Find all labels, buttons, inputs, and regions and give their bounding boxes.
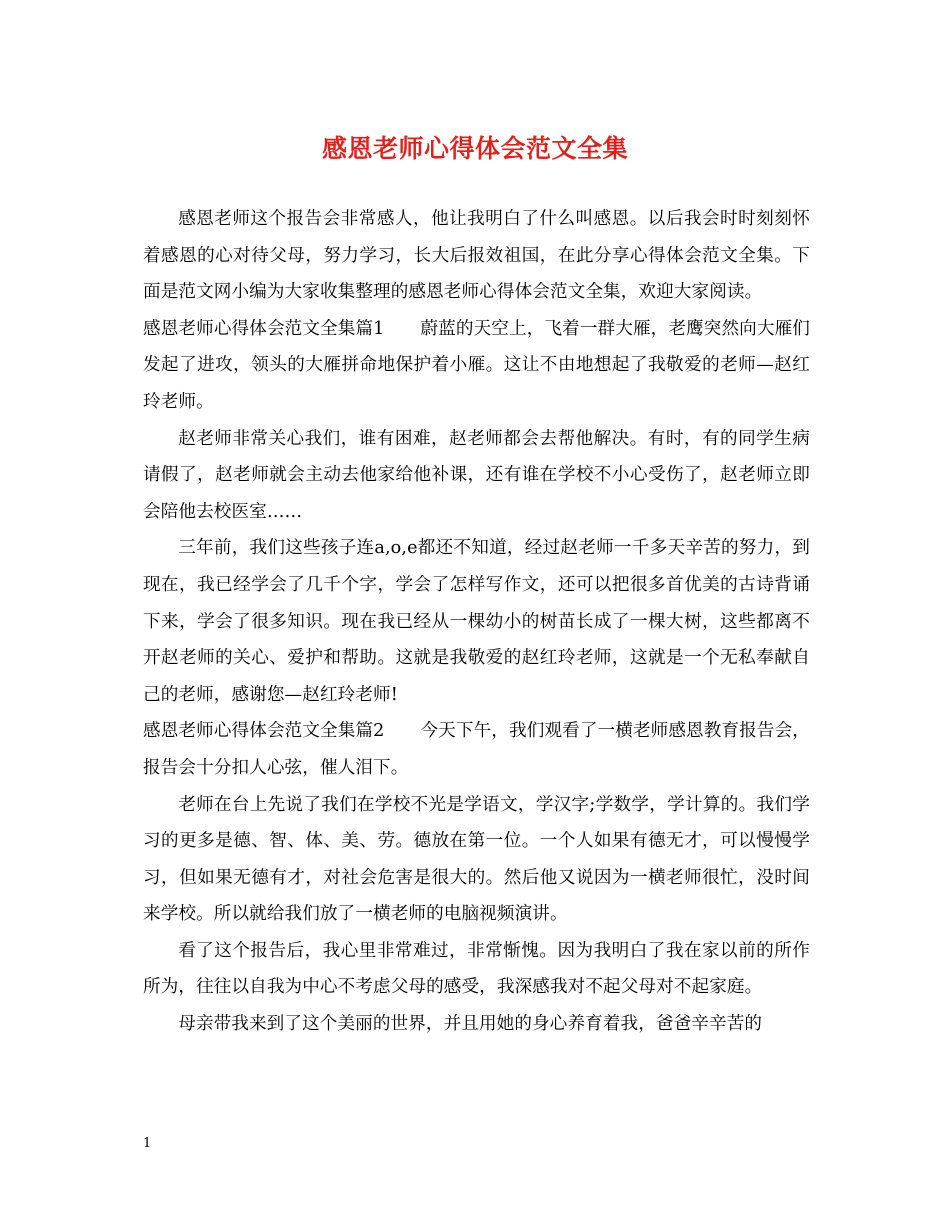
paragraph-text: 感恩老师这个报告会非常感人，他让我明白了什么叫感恩。以后我会时时刻刻怀着感恩的心对待父母，努力学习，长大后报效祖国，在此分享心得体会范文全集。下面是范文网小编为大家收集整理的感恩老师心得体会范文全集，欢迎大家阅读。	[143, 209, 810, 303]
section-heading: 感恩老师心得体会范文全集篇1	[143, 318, 385, 339]
paragraph-text: 赵老师非常关心我们，谁有困难，赵老师都会去帮他解决。有时，有的同学生病请假了，赵老师就会主动去他家给他补课，还有谁在学校不小心受伤了，赵老师立即会陪他去校医室……	[143, 428, 810, 522]
paragraph	[143, 311, 810, 421]
section-heading: 感恩老师心得体会范文全集篇2	[143, 721, 385, 742]
paragraph-text: 蔚蓝的天空上，飞着一群大雁，老鹰突然向大雁们发起了进攻，领头的大雁拼命地保护着小雁。这让不由地想起了我敬爱的老师—赵红玲老师。	[143, 318, 810, 412]
document-title: 感恩老师心得体会范文全集	[321, 134, 628, 163]
paragraph-text: 今天下午，我们观看了一横老师感恩教育报告会，报告会十分扣人心弦，催人泪下。	[143, 721, 810, 778]
paragraph	[143, 713, 810, 786]
paragraph	[143, 201, 810, 311]
paragraph-text: 母亲带我来到了这个美丽的世界，并且用她的身心养育着我，爸爸辛辛苦的	[178, 1014, 763, 1035]
page-number: 1	[143, 1136, 152, 1151]
paragraph	[143, 933, 810, 1006]
paragraph-text: 三年前，我们这些孩子连a,o,e都还不知道，经过赵老师一千多天辛苦的努力，到现在，我已经学会了几千个字，学会了怎样写作文，还可以把很多首优美的古诗背诵下来，学会了很多知识。现在我已经从一棵幼小的树苗长成了一棵大树，这些都离不开赵老师的关心、爱护和帮助。这就是我敬爱的赵红玲老师，这就是一个无私奉献自己的老师，感谢您—赵红玲老师!	[143, 538, 810, 705]
paragraph	[143, 421, 810, 531]
paragraph-text: 看了这个报告后，我心里非常难过，非常惭愧。因为我明白了我在家以前的所作所为，往往以自我为中心不考虑父母的感受，我深感我对不起父母对不起家庭。	[143, 940, 810, 998]
document-body	[143, 201, 810, 1043]
paragraph	[143, 530, 810, 713]
paragraph-text: 老师在台上先说了我们在学校不光是学语文，学汉字;学数学，学计算的。我们学习的更多是德、智、体、美、劳。德放在第一位。一个人如果有德无才，可以慢慢学习，但如果无德有才，对社会危害是很大的。然后他又说因为一横老师很忙，没时间来学校。所以就给我们放了一横老师的电脑视频演讲。	[143, 794, 810, 925]
paragraph	[143, 1006, 810, 1043]
paragraph	[143, 787, 810, 933]
